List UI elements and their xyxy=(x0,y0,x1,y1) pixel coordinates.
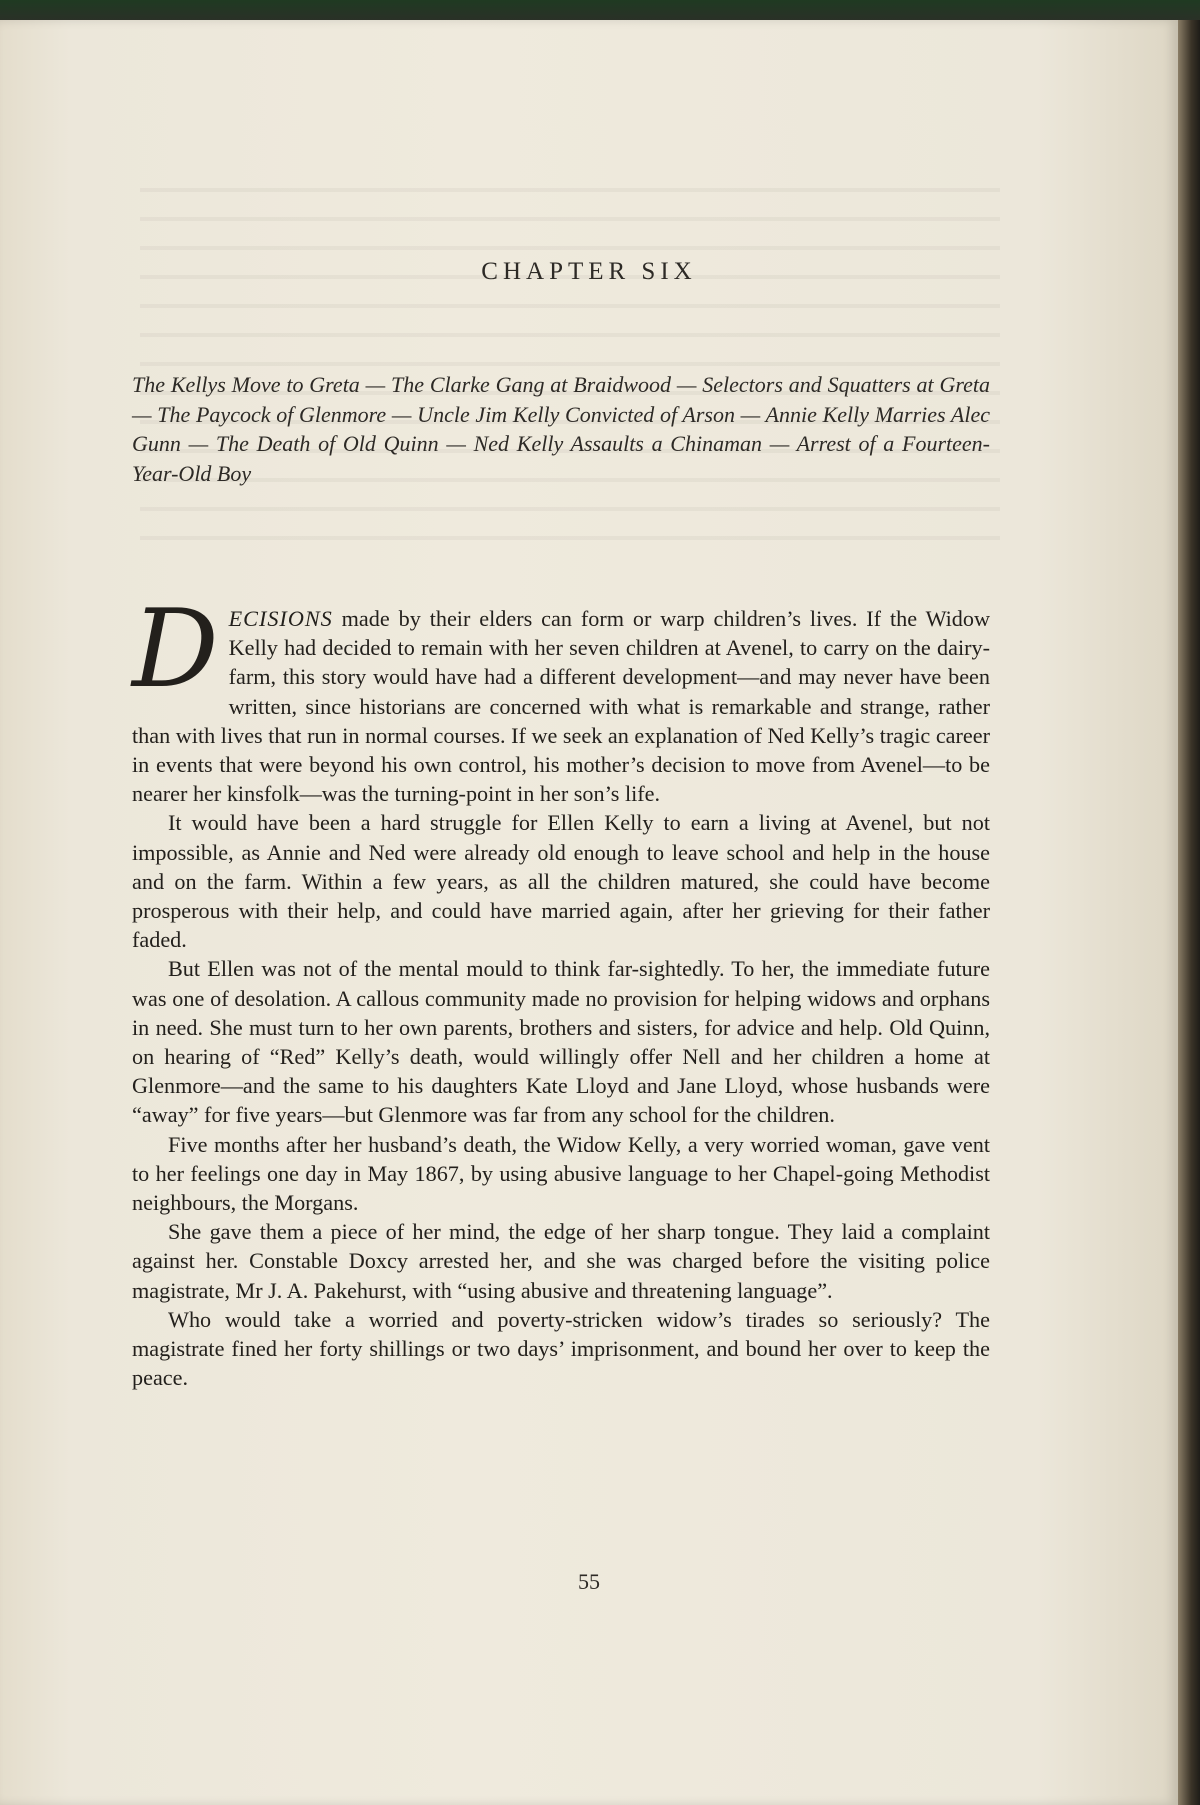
paragraph-3: But Ellen was not of the mental mould to think far-sightedly. To her, the immediate future was one of desolation. A callous community made no provision for helping widows and orphans in need. She must turn to her own parents, brothers and sisters, for advice and help. Old Quinn, on hearing of “Red” Kelly’s death, would willingly offer Nell and her children a home at Glenmore—and the same to his daughters Kate Lloyd and Jane Lloyd, whose husbands were “away” for five years—but Glenmore was far from any school for the children. xyxy=(132,956,990,1128)
chapter-synopsis: The Kellys Move to Greta — The Clarke Gang at Braidwood — Selectors and Squatters at Greta — The Paycock of Glenmore — Uncle Jim Kelly Convicted of Arson — Annie Kelly Marries Alec Gunn — The Death of Old Quinn — Ned Kelly Assaults a Chinaman — Arrest of a Fourteen-Year-Old Boy xyxy=(132,372,990,486)
opening-word: ECISIONS xyxy=(228,606,333,631)
paragraph-4: Five months after her husband’s death, the Widow Kelly, a very worried woman, gave vent to her feelings one day in May 1867, by using abusive language to her Chapel-going Methodist neighbours, the Morgans. xyxy=(132,1131,990,1216)
paragraph-2: It would have been a hard struggle for Ellen Kelly to earn a living at Avenel, but not impossible, as Annie and Ned were already old enough to leave school and help in the house and on the farm. Within a few years, as all the children matured, she could have become prosperous with their help, and could have married again, after her grieving for their father faded. xyxy=(132,810,990,953)
paragraph-6: Who would take a worried and poverty-stricken widow’s tirades so seriously? The magistrate fined her forty shillings or two days’ imprisonment, and bound her over to keep the peace. xyxy=(132,1306,990,1391)
drop-cap: D xyxy=(132,587,219,712)
paragraph-1-text: made by their elders can form or warp children’s lives. If the Widow Kelly had decided to remain with her seven children at Avenel, to carry on the dairy-farm, this story would have had a different development—and may never have been written, since historians are concerned with what is remarkable and strange, rather than with lives that run in normal courses. If we seek an explanation of Ned Kelly’s tragic career in events that were beyond his own control, his mother’s decision to move from Avenel—to be nearer her kinsfolk—was the turning-point in her son’s life. xyxy=(132,606,990,807)
paragraph-1 xyxy=(132,587,990,808)
paragraph-5: She gave them a piece of her mind, the edge of her sharp tongue. They laid a complaint against her. Constable Doxcy arrested her, and she was charged before the visiting police magistrate, Mr J. A. Pakehurst, with “using abusive and threatening language”. xyxy=(132,1219,990,1303)
page-edge-shadow xyxy=(1178,20,1200,1805)
chapter-body xyxy=(132,587,990,1392)
show-through-text xyxy=(140,170,1000,550)
page-number: 55 xyxy=(578,1569,600,1594)
chapter-title: CHAPTER SIX xyxy=(481,258,697,285)
